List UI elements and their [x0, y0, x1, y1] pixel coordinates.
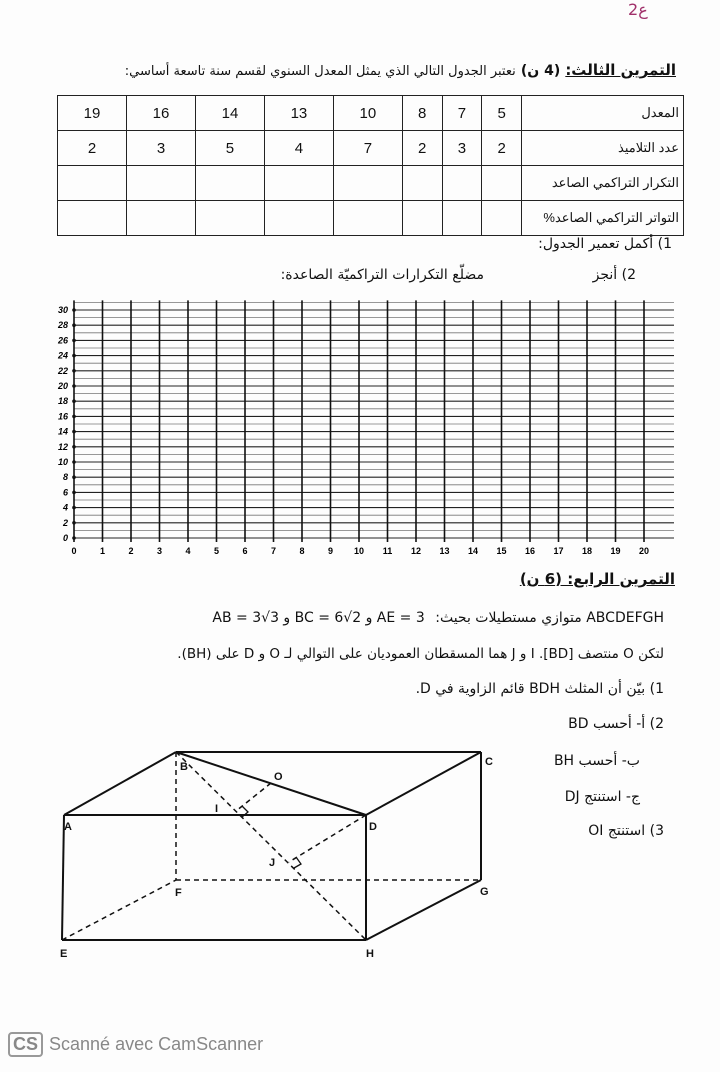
edge-AE [62, 815, 64, 940]
x-tick-label: 2 [128, 546, 134, 556]
table-cell [333, 201, 402, 236]
label-J: J [269, 857, 276, 869]
table-cell: 2 [58, 131, 127, 166]
y-tick-mark [72, 491, 76, 495]
table-cell: 4 [264, 131, 333, 166]
label-A: A [64, 821, 72, 833]
x-tick-label: 4 [185, 546, 191, 556]
y-tick-mark [72, 384, 76, 388]
label-E: E [60, 948, 68, 960]
table-cell: 8 [402, 96, 442, 131]
table-cell [195, 201, 264, 236]
y-tick-mark [72, 369, 76, 373]
y-tick-label: 28 [57, 320, 68, 331]
label-C: C [485, 756, 493, 768]
y-tick-label: 12 [57, 441, 68, 452]
camscanner-text: Scanné avec CamScanner [49, 1034, 264, 1054]
x-tick-label: 20 [638, 546, 650, 556]
y-tick-label: 0 [62, 533, 68, 543]
x-tick-label: 5 [213, 546, 220, 556]
table-cell [195, 166, 264, 201]
table-cell: 10 [333, 96, 402, 131]
table-cell: 16 [127, 96, 196, 131]
cuboid-figure [0, 740, 520, 970]
y-tick-mark [72, 354, 76, 358]
label-B: B [180, 761, 188, 773]
x-tick-label: 16 [524, 546, 536, 556]
table-cell [58, 166, 127, 201]
x-tick-label: 9 [327, 546, 334, 556]
x-tick-label: 8 [299, 546, 305, 556]
x-tick-label: 0 [71, 546, 77, 556]
row-label: المعدل [522, 96, 684, 131]
exercise4-q2a: 2) أ- أحسب BD [568, 716, 664, 732]
edge-AB [64, 752, 176, 815]
exercise3-statement: نعتبر الجدول التالي الذي يمثل المعدل السنوي لقسم سنة تاسعة أساسي: [124, 64, 516, 79]
question-1: 1) أكمل تعمير الجدول: [538, 236, 672, 252]
question-2-label: 2) أنجز [592, 267, 636, 283]
table-cell [264, 201, 333, 236]
table-row [58, 131, 684, 166]
table-cell [442, 201, 482, 236]
table-cell: 2 [402, 131, 442, 166]
table-cell: 14 [195, 96, 264, 131]
y-tick-mark [72, 506, 76, 510]
label-I: I [215, 803, 219, 815]
exercise4-dimensions: AB = 3√3 و BC = 6√2 و AE = 3 [212, 610, 425, 626]
y-tick-mark [72, 475, 76, 479]
table-cell [127, 166, 196, 201]
y-tick-mark [72, 339, 76, 343]
x-tick-label: 15 [496, 546, 507, 556]
segment-DJ [289, 815, 366, 862]
exercise4-line2: لتكن O منتصف [BD]. I و J هما المسقطان العموديان على التوالي لـ O و D على (BH). [177, 646, 664, 662]
table-cell [402, 166, 442, 201]
x-tick-label: 12 [410, 546, 422, 556]
y-tick-mark [72, 536, 76, 540]
y-tick-mark [72, 399, 76, 403]
exercise4-title: التمرين الرابع: (6 ن) [519, 570, 675, 588]
y-tick-mark [72, 460, 76, 464]
diagonal-BH [176, 752, 366, 940]
y-tick-label: 16 [57, 411, 68, 422]
table-cell: 5 [482, 96, 522, 131]
y-tick-mark [72, 308, 76, 312]
exercise4-line1-text: ABCDEFGH متوازي مستطيلات بحيث: [435, 610, 664, 626]
x-tick-label: 1 [99, 546, 106, 556]
table-row [58, 201, 684, 236]
table-cell: 3 [442, 131, 482, 166]
table-cell [333, 166, 402, 201]
handwritten-mark: ع2 [628, 0, 648, 19]
y-tick-label: 6 [62, 487, 68, 498]
camscanner-logo: CS [8, 1032, 43, 1057]
label-H: H [366, 948, 374, 960]
x-tick-label: 14 [467, 546, 479, 556]
table-cell [264, 166, 333, 201]
y-tick-label: 10 [57, 457, 68, 467]
exercise4-q2c: ج- استنتج DJ [564, 789, 640, 805]
x-tick-label: 3 [156, 546, 163, 556]
exercise4-line1 [212, 610, 664, 626]
table-cell [58, 201, 127, 236]
y-tick-mark [72, 430, 76, 434]
x-tick-label: 11 [382, 546, 393, 556]
y-tick-mark [72, 415, 76, 419]
x-tick-label: 7 [270, 546, 277, 556]
exercise4-q2b: ب- أحسب BH [553, 753, 640, 769]
edge-HG [366, 880, 481, 940]
camscanner-watermark [8, 1032, 263, 1057]
y-tick-label: 22 [57, 365, 68, 376]
y-tick-label: 14 [57, 426, 68, 437]
label-O: O [274, 771, 283, 783]
table-cell: 5 [195, 131, 264, 166]
y-tick-mark [72, 323, 76, 327]
table-row [58, 96, 684, 131]
segment-OI [236, 783, 271, 811]
y-tick-label: 24 [57, 350, 68, 361]
y-tick-label: 18 [57, 396, 68, 407]
table-cell [442, 166, 482, 201]
table-cell: 7 [442, 96, 482, 131]
row-label: التكرار التراكمي الصاعد [522, 166, 684, 201]
table-row [58, 166, 684, 201]
x-tick-label: 10 [353, 546, 365, 556]
exercise3-points: (4 ن) [520, 63, 561, 79]
label-G: G [480, 886, 489, 898]
exercise4-q1: 1) بيّن أن المثلث BDH قائم الزاوية في D. [415, 681, 664, 697]
table-cell: 7 [333, 131, 402, 166]
y-tick-label: 20 [57, 381, 68, 391]
y-tick-label: 2 [62, 517, 68, 528]
table-cell [402, 201, 442, 236]
table-cell [482, 201, 522, 236]
exercise4-q3: 3) استنتج OI [588, 823, 664, 839]
y-tick-label: 26 [57, 335, 68, 346]
y-tick-label: 8 [62, 472, 68, 483]
question-2-text: مضلّع التكرارات التراكميّة الصاعدة: [280, 267, 484, 283]
exercise3-header [125, 60, 676, 79]
x-tick-label: 6 [242, 546, 248, 556]
row-label: عدد التلاميذ [522, 131, 684, 166]
table-cell: 19 [58, 96, 127, 131]
y-tick-label: 30 [57, 305, 68, 315]
table-cell: 3 [127, 131, 196, 166]
x-tick-label: 13 [439, 546, 450, 556]
hidden-edge-EF [62, 880, 176, 940]
table-cell [127, 201, 196, 236]
data-table [57, 95, 684, 236]
label-D: D [369, 821, 377, 833]
table-cell: 13 [264, 96, 333, 131]
table-cell: 2 [482, 131, 522, 166]
label-F: F [175, 887, 182, 899]
y-tick-label: 4 [62, 502, 68, 513]
x-tick-label: 19 [610, 546, 621, 556]
x-tick-label: 18 [581, 546, 593, 556]
edge-CD [366, 752, 481, 815]
y-tick-mark [72, 445, 76, 449]
y-tick-mark [72, 521, 76, 525]
exercise3-title: التمرين الثالث: [565, 61, 676, 79]
x-tick-label: 17 [553, 546, 564, 556]
table-cell [482, 166, 522, 201]
graph-paper-grid [0, 290, 720, 560]
row-label: التواتر التراكمي الصاعد% [522, 201, 684, 236]
